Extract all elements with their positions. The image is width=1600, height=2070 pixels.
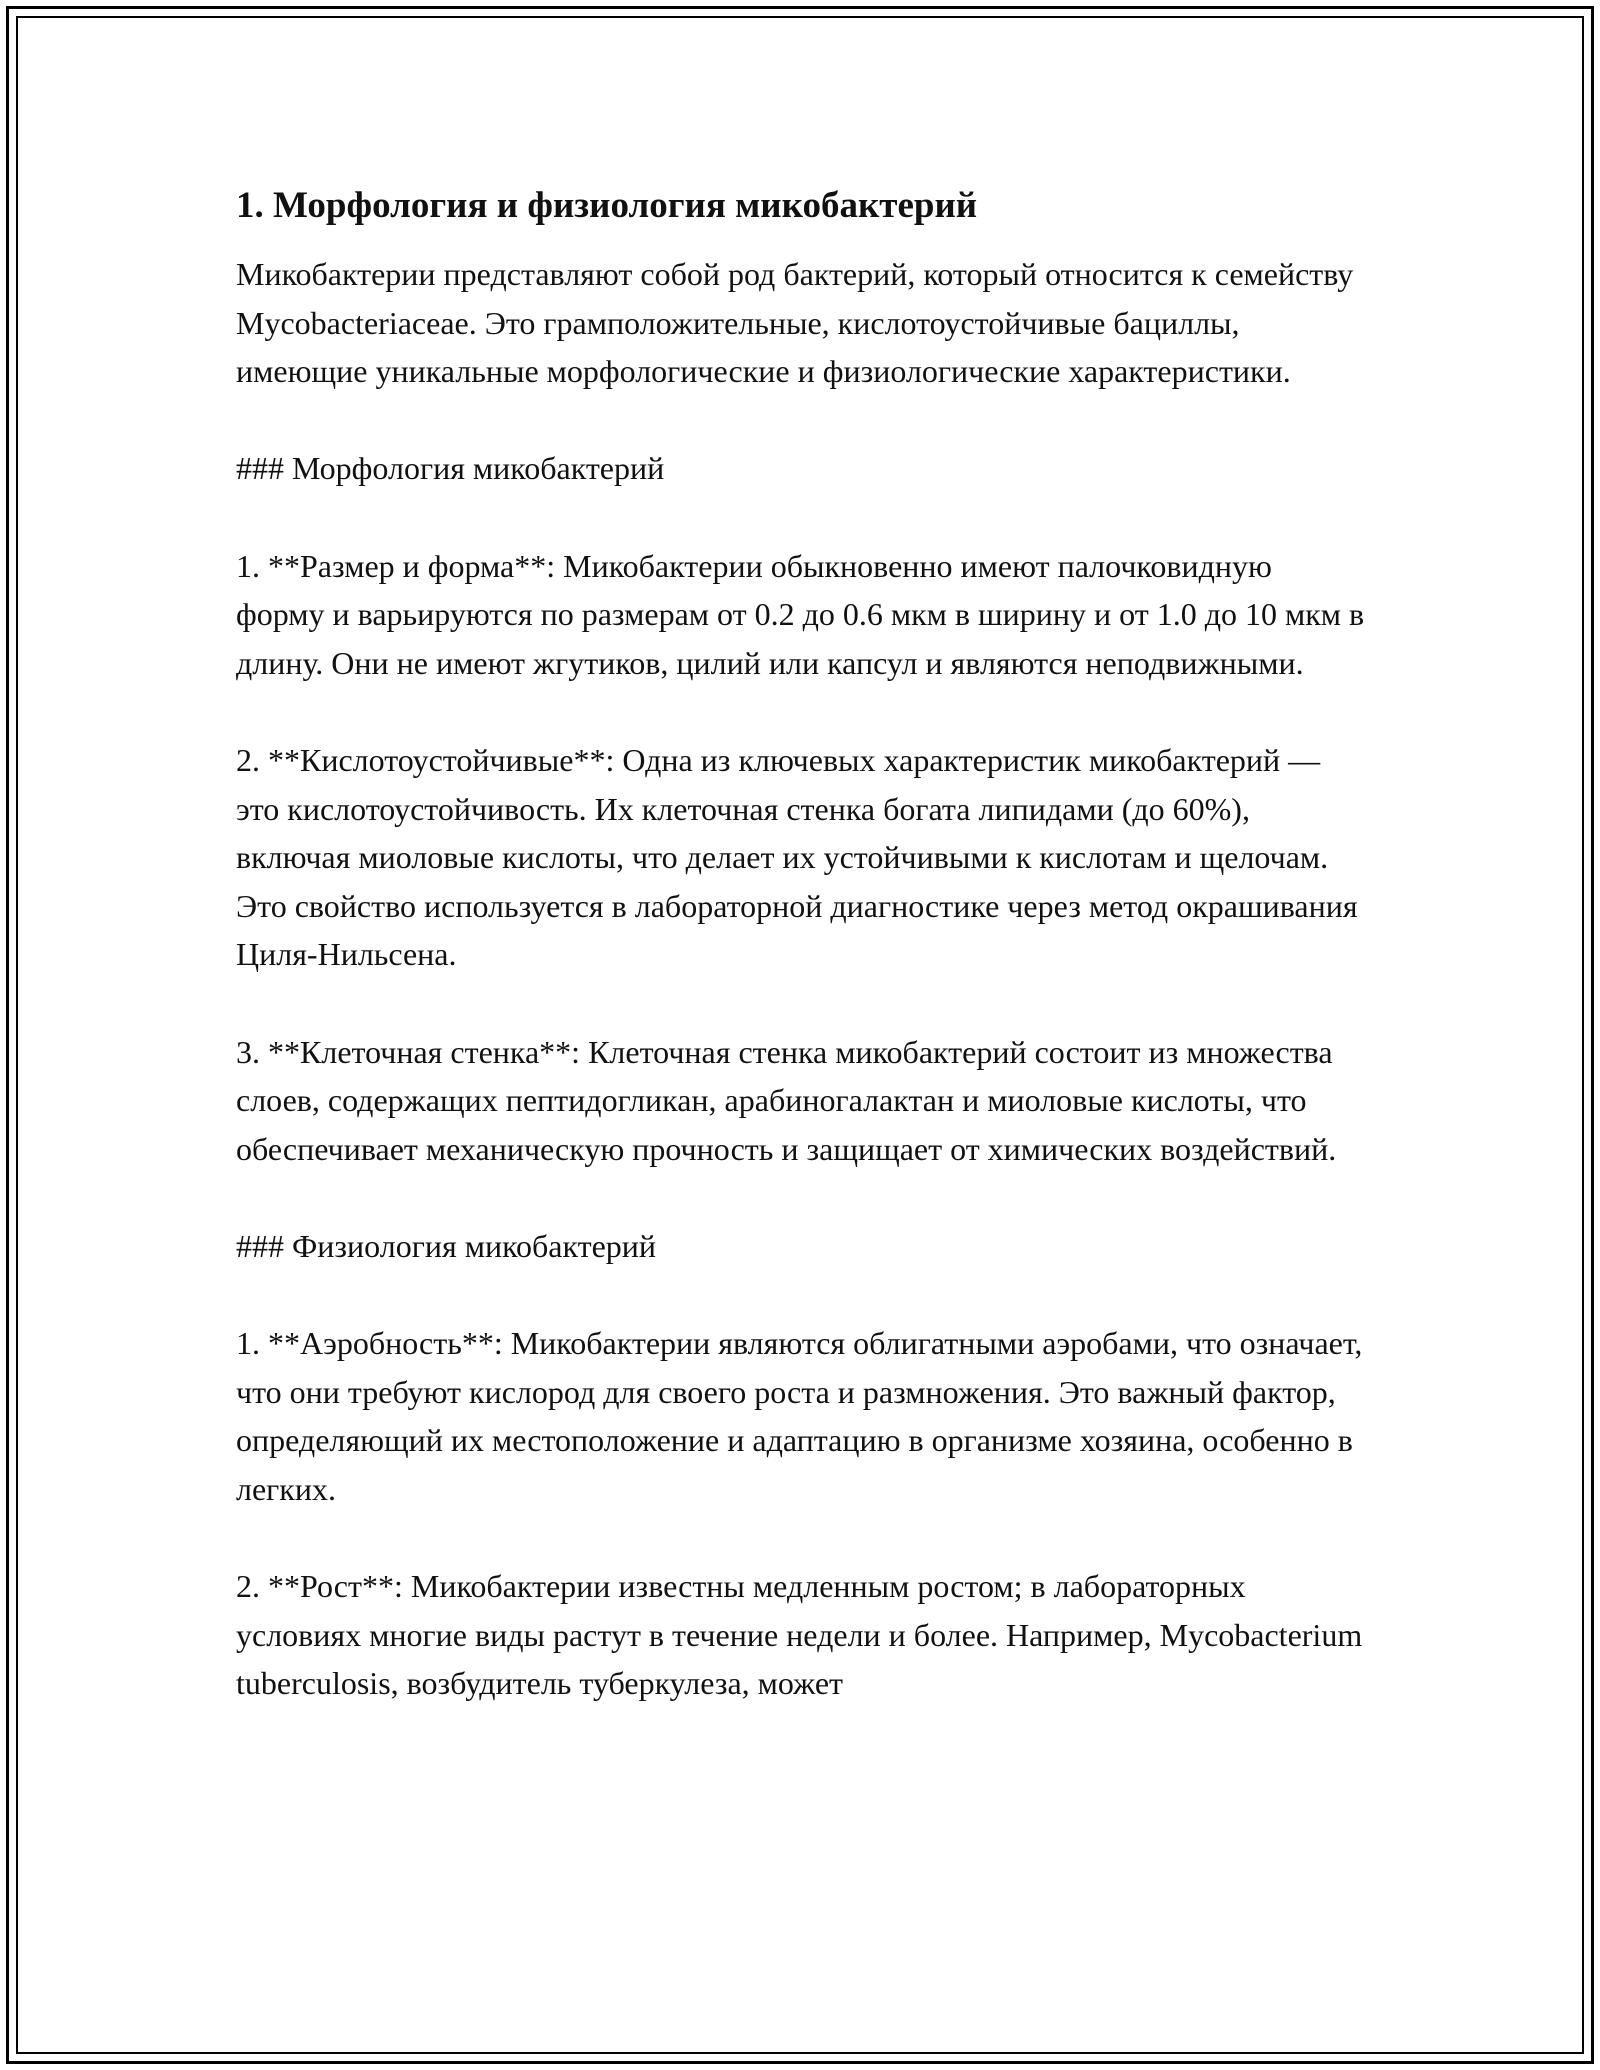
list-item-size-shape: 1. **Размер и форма**: Микобактерии обыкновенно имеют палочковидную форму и варьируются по размерам от 0.2 до 0.6 мкм в ширину и от 1.0 до 10 мкм в длину. Они не имеют жгутиков, цилий или капсул и являются неподвижными.: [236, 547, 1365, 681]
section-heading-morphology: ### Морфология микобактерий: [236, 450, 665, 487]
intro-paragraph: Микобактерии представляют собой род бактерий, который относится к семейству Mycobacteriaceae. Это грамположительные, кислотоустойчивые бациллы, имеющие уникальные морфологические и физиологические характеристики.: [236, 256, 1354, 390]
list-item-cell-wall: 3. **Клеточная стенка**: Клеточная стенка микобактерий состоит из множества слоев, содержащих пептидогликан, арабиногалактан и миоловые кислоты, что обеспечивает механическую прочность и защищает от химических воздействий.: [236, 1033, 1337, 1167]
document-body: [236, 182, 1366, 1708]
document-title: 1. Морфология и физиология микобактерий: [236, 185, 978, 226]
section-heading-physiology: ### Физиология микобактерий: [236, 1227, 657, 1264]
list-item-aerobic: 1. **Аэробность**: Микобактерии являются облигатными аэробами, что означает, что они требуют кислород для своего роста и размножения. Это важный фактор, определяющий их местоположение и адаптацию в организме хозяина, особенно в легких.: [236, 1325, 1363, 1507]
list-item-growth: 2. **Рост**: Микобактерии известны медленным ростом; в лабораторных условиях многие виды растут в течение недели и более. Например, Mycobacterium tuberculosis, возбудитель туберкулеза, может: [236, 1568, 1363, 1702]
list-item-acid-fast: 2. **Кислотоустойчивые**: Одна из ключевых характеристик микобактерий — это кислотоустойчивость. Их клеточная стенка богата липидами (до 60%), включая миоловые кислоты, что делает их устойчивыми к кислотам и щелочам. Это свойство используется в лабораторной диагностике через метод окрашивания Циля-Нильсена.: [236, 741, 1358, 973]
